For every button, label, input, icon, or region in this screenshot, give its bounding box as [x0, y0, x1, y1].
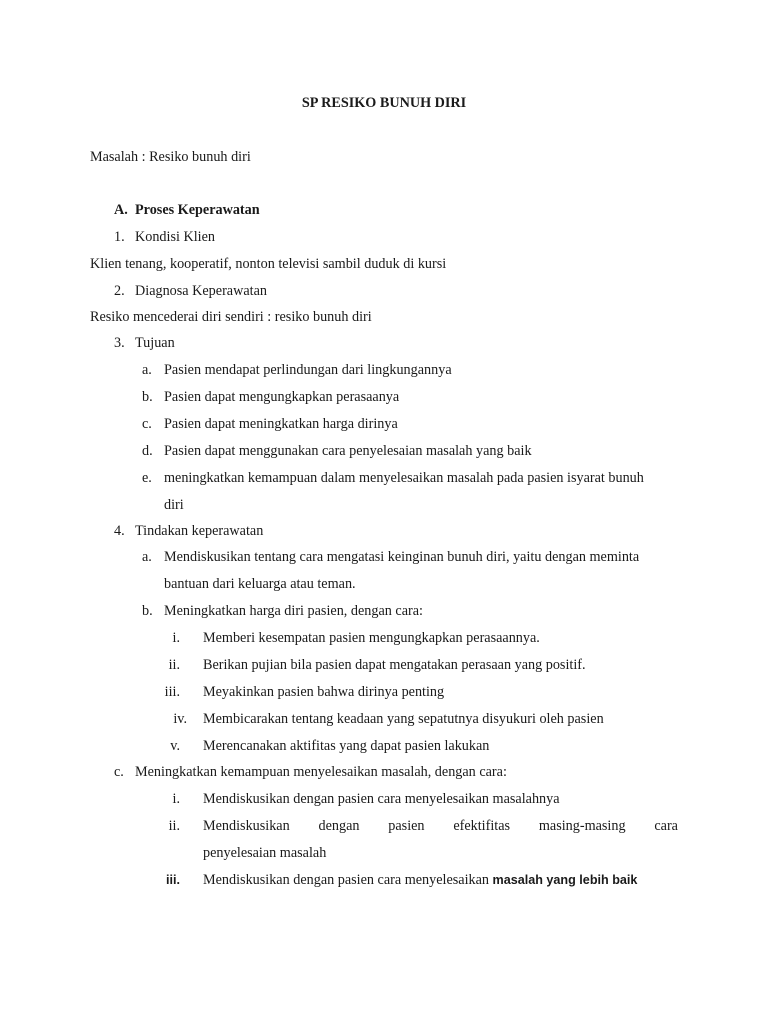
item-2-text: Resiko mencederai diri sendiri : resiko bunuh diri — [90, 309, 372, 325]
sublist-item: Merencanakan aktifitas yang dapat pasien lakukan — [203, 738, 490, 754]
document-title: SP RESIKO BUNUH DIRI — [301, 95, 467, 111]
list-item: Meningkatkan kemampuan menyelesaikan masalah, dengan cara: — [135, 764, 507, 780]
sublist-item: Mendiskusikan dengan pasien cara menyelesaikan masalahnya — [203, 791, 560, 807]
item-1-text: Klien tenang, kooperatif, nonton televisi sambil duduk di kursi — [90, 256, 447, 272]
sublist-item-marker: i. — [172, 630, 180, 646]
item-4-marker: 4. — [114, 523, 125, 539]
word: efektifitas — [453, 818, 511, 834]
sublist-item-marker: iii. — [164, 684, 180, 700]
word: pasien — [388, 818, 425, 834]
list-item-marker: a. — [142, 362, 152, 378]
list-item-marker: b. — [142, 389, 153, 405]
item-4-label: Tindakan keperawatan — [135, 523, 264, 539]
sublist-item: Memberi kesempatan pasien mengungkapkan perasaannya. — [203, 630, 540, 646]
word: masing-masing — [538, 818, 626, 834]
sublist-item-justified — [203, 817, 678, 835]
item-3-marker: 3. — [114, 335, 125, 351]
item-3-label: Tujuan — [135, 335, 175, 351]
section-a-marker: A. — [114, 202, 128, 218]
sublist-item-marker: iii. — [166, 873, 180, 887]
list-item: Pasien dapat mengungkapkan perasaanya — [164, 389, 400, 405]
problem-statement: Masalah : Resiko bunuh diri — [90, 149, 251, 165]
sublist-item: Membicarakan tentang keadaan yang sepatutnya disyukuri oleh pasien — [203, 711, 604, 727]
sublist-item-marker: iv. — [173, 711, 187, 727]
list-item: Pasien mendapat perlindungan dari lingkungannya — [164, 362, 452, 378]
word: Mendiskusikan — [203, 818, 290, 834]
sublist-item-marker: ii. — [168, 657, 180, 673]
list-item: meningkatkan kemampuan dalam menyelesaikan masalah pada pasien isyarat bunuh — [164, 470, 644, 486]
word: cara — [654, 818, 678, 834]
sublist-item-sans-part: masalah yang lebih baik — [489, 873, 638, 887]
item-1-label: Kondisi Klien — [135, 229, 215, 245]
list-item-marker: e. — [142, 470, 152, 486]
item-2-marker: 2. — [114, 283, 125, 299]
list-item-marker: d. — [142, 443, 153, 459]
list-item-marker: a. — [142, 549, 152, 565]
sublist-item-serif-part: Mendiskusikan dengan pasien cara menyelesaikan — [203, 872, 490, 888]
sublist-item-marker: i. — [172, 791, 180, 807]
list-item: Pasien dapat meningkatkan harga dirinya — [164, 416, 398, 432]
word: dengan — [318, 818, 360, 834]
item-1-marker: 1. — [114, 229, 125, 245]
section-a-heading: Proses Keperawatan — [135, 202, 260, 218]
list-item: Mendiskusikan tentang cara mengatasi keinginan bunuh diri, yaitu dengan meminta — [164, 549, 640, 565]
sublist-item: Meyakinkan pasien bahwa dirinya penting — [203, 684, 445, 700]
sublist-item-marker: v. — [170, 738, 180, 754]
list-item-continuation: bantuan dari keluarga atau teman. — [164, 576, 356, 592]
list-item: Pasien dapat menggunakan cara penyelesaian masalah yang baik — [164, 443, 532, 459]
sublist-item — [203, 871, 637, 889]
list-item-marker: b. — [142, 603, 153, 619]
list-item-marker: c. — [114, 764, 124, 780]
item-2-label: Diagnosa Keperawatan — [135, 283, 267, 299]
list-item-marker: c. — [142, 416, 152, 432]
list-item-continuation: diri — [164, 497, 184, 513]
sublist-item-continuation: penyelesaian masalah — [203, 845, 327, 861]
sublist-item-marker: ii. — [168, 818, 180, 834]
sublist-item: Berikan pujian bila pasien dapat mengatakan perasaan yang positif. — [203, 657, 586, 673]
list-item: Meningkatkan harga diri pasien, dengan cara: — [164, 603, 423, 619]
